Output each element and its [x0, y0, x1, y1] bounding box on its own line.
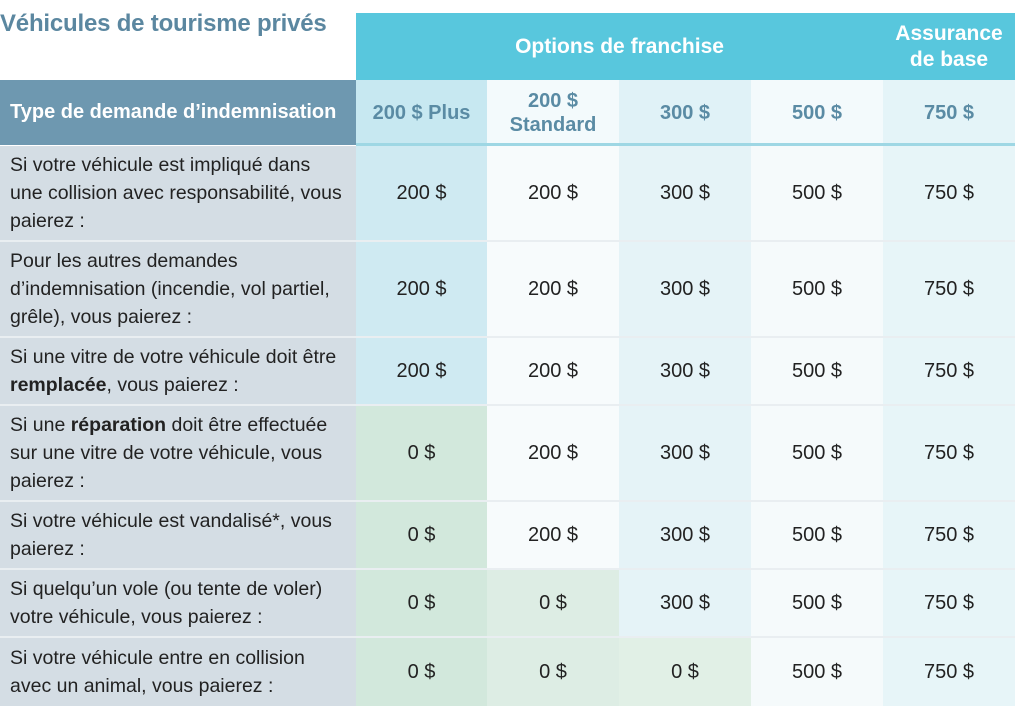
- value-cell: 0 $: [356, 638, 487, 706]
- type-header: Type de demande d’indemnisation: [0, 80, 356, 145]
- base-banner: Assurance de base: [883, 13, 1015, 80]
- table-row: [0, 638, 1015, 706]
- value-cell: 0 $: [356, 570, 487, 636]
- value-cell: 500 $: [751, 502, 883, 568]
- table-row: [0, 242, 1015, 336]
- value-cell: 500 $: [751, 146, 883, 240]
- value-cell: 200 $: [356, 146, 487, 240]
- table-row: [0, 406, 1015, 500]
- value-cell: 500 $: [751, 406, 883, 500]
- value-cell: 0 $: [487, 638, 619, 706]
- row-label: [0, 406, 356, 500]
- col-header-300: 300 $: [619, 80, 751, 145]
- value-cell: 200 $: [487, 406, 619, 500]
- row-label-text: Si une vitre de votre véhicule doit être: [10, 346, 337, 368]
- value-cell: 200 $: [487, 338, 619, 404]
- value-cell: 200 $: [356, 242, 487, 336]
- row-label-text: Si quelqu’un vole (ou tente de voler) votre véhicule, vous paierez :: [10, 578, 323, 628]
- row-label-text: Si votre véhicule est vandalisé*, vous paierez :: [10, 510, 332, 560]
- value-cell: 0 $: [356, 502, 487, 568]
- options-banner: Options de franchise: [356, 13, 883, 80]
- header-row: [0, 80, 1015, 145]
- table-row: [0, 570, 1015, 636]
- value-cell: 300 $: [619, 242, 751, 336]
- value-cell: 500 $: [751, 570, 883, 636]
- row-label-text: Si votre véhicule entre en collision avec un animal, vous paierez :: [10, 647, 305, 697]
- value-cell: 200 $: [487, 502, 619, 568]
- value-cell: 300 $: [619, 502, 751, 568]
- value-cell: 750 $: [883, 242, 1015, 336]
- col-header-200-standard: 200 $ Standard: [487, 80, 619, 145]
- table-row: [0, 146, 1015, 240]
- value-cell: 500 $: [751, 638, 883, 706]
- row-label: [0, 638, 356, 706]
- table-row: [0, 502, 1015, 568]
- row-label: [0, 502, 356, 568]
- value-cell: 0 $: [356, 406, 487, 500]
- value-cell: 750 $: [883, 146, 1015, 240]
- table-row: [0, 338, 1015, 404]
- value-cell: 200 $: [356, 338, 487, 404]
- value-cell: 300 $: [619, 338, 751, 404]
- value-cell: 750 $: [883, 406, 1015, 500]
- value-cell: 0 $: [487, 570, 619, 636]
- value-cell: 300 $: [619, 570, 751, 636]
- value-cell: 300 $: [619, 406, 751, 500]
- value-cell: 200 $: [487, 242, 619, 336]
- row-label-text: , vous paierez :: [106, 374, 239, 396]
- value-cell: 750 $: [883, 502, 1015, 568]
- value-cell: 200 $: [487, 146, 619, 240]
- page-title: Véhicules de tourisme privés: [0, 10, 327, 37]
- col-header-500: 500 $: [751, 80, 883, 145]
- row-label: [0, 242, 356, 336]
- col-header-200-plus: 200 $ Plus: [356, 80, 487, 145]
- row-label-text: Pour les autres demandes d’indemnisation (incendie, vol partiel, grêle), vous paierez :: [10, 250, 330, 328]
- row-label-text: doit être effectuée sur une vitre de votre véhicule, vous paierez :: [10, 414, 328, 492]
- row-label: [0, 570, 356, 636]
- row-label: [0, 146, 356, 240]
- value-cell: 500 $: [751, 242, 883, 336]
- row-label-text: Si une: [10, 414, 71, 436]
- row-label-emphasis: réparation: [70, 414, 167, 436]
- col-header-750: 750 $: [883, 80, 1015, 145]
- row-label-emphasis: remplacée: [10, 374, 107, 396]
- value-cell: 750 $: [883, 570, 1015, 636]
- value-cell: 750 $: [883, 638, 1015, 706]
- value-cell: 300 $: [619, 146, 751, 240]
- value-cell: 500 $: [751, 338, 883, 404]
- row-label-text: Si votre véhicule est impliqué dans une collision avec responsabilité, vous paierez :: [10, 154, 342, 232]
- value-cell: 0 $: [619, 638, 751, 706]
- value-cell: 750 $: [883, 338, 1015, 404]
- row-label: [0, 338, 356, 404]
